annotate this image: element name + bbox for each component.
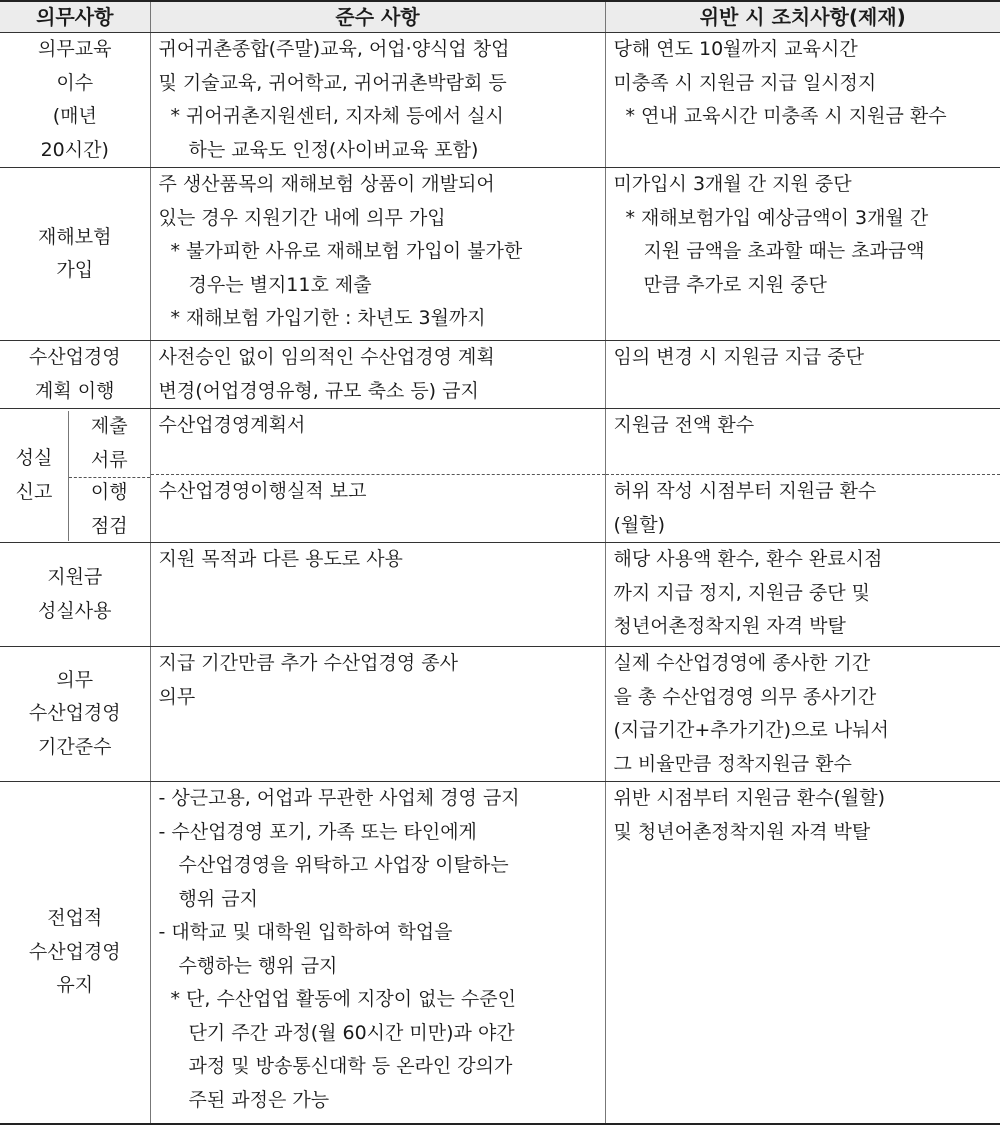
text-line: - 상근고용, 어업과 무관한 사업체 경영 금지: [158, 787, 520, 809]
text-line: 위반 시점부터 지원금 환수(월할): [613, 787, 886, 809]
label-line: 재해보험: [38, 225, 112, 248]
text-line: 청년어촌정착지원 자격 박탈: [613, 615, 846, 637]
text-line: 만큼 추가로 지원 중단: [643, 273, 827, 296]
text-line: 변경(어업경영유형, 규모 축소 등) 금지: [158, 379, 479, 402]
sanction-cell: [605, 475, 1000, 543]
obligation-label: [0, 902, 150, 1003]
compliance-text: [159, 341, 599, 408]
text-line: 수산업경영이행실적 보고: [158, 480, 367, 502]
obligation-cell: [0, 341, 150, 409]
text-line: 당해 연도 10월까지 교육시간: [613, 38, 858, 60]
sanction-text: [614, 409, 995, 443]
sanction-cell: [605, 168, 1000, 341]
sub-obligation-label: [91, 476, 128, 543]
compliance-cell: [150, 168, 605, 341]
compliance-cell: [150, 33, 605, 168]
obligation-cell: [0, 782, 150, 1124]
sanction-text: [614, 647, 995, 781]
sub-obligation-label: [91, 410, 128, 477]
compliance-text: [159, 543, 599, 577]
table-row: [0, 647, 1000, 782]
label-line: 수산업경영: [28, 940, 121, 963]
text-line: * 단, 수산업업 활동에 지장이 없는 수준인: [170, 988, 516, 1010]
obligation-label: [0, 341, 150, 408]
text-line: 수행하는 행위 금지: [178, 954, 338, 977]
label-line: 유지: [56, 974, 94, 996]
obligation-cell: [0, 543, 150, 647]
sanction-cell: [605, 341, 1000, 409]
text-line: - 대학교 및 대학원 입학하여 학업을: [158, 921, 453, 943]
label-line: 성실: [15, 447, 53, 469]
text-line: 하는 교육도 인정(사이버교육 포함): [188, 138, 479, 161]
text-line: 의무: [158, 685, 196, 708]
table-row: [0, 543, 1000, 647]
compliance-cell: [150, 409, 605, 475]
table-header-row: [0, 1, 1000, 33]
text-line: 수산업경영을 위탁하고 사업장 이탈하는: [178, 854, 509, 876]
label-line: 의무교육: [38, 38, 112, 60]
header-sanction: 위반 시 조치사항(제재): [605, 1, 1000, 33]
text-line: - 수산업경영 포기, 가족 또는 타인에게: [158, 820, 477, 843]
text-line: * 재해보험 가입기한 : 차년도 3월까지: [170, 307, 486, 329]
sanction-cell: [605, 33, 1000, 168]
label-line: 이행: [90, 481, 128, 503]
compliance-text: [159, 475, 599, 509]
text-line: 있는 경우 지원기간 내에 의무 가입: [158, 206, 446, 229]
text-line: 과정 및 방송통신대학 등 온라인 강의가: [188, 1055, 513, 1077]
sanction-text: [614, 543, 995, 644]
text-line: 을 총 수산업경영 의무 종사기간: [613, 685, 877, 708]
text-line: 미가입시 3개월 간 지원 중단: [613, 173, 852, 195]
sanction-cell: [605, 409, 1000, 475]
text-line: * 연내 교육시간 미충족 시 지원금 환수: [625, 105, 947, 127]
compliance-cell: [150, 647, 605, 782]
compliance-text: [159, 409, 599, 443]
sanction-cell: [605, 782, 1000, 1124]
text-line: 사전승인 없이 임의적인 수산업경영 계획: [158, 346, 495, 368]
text-line: 미충족 시 지원금 지급 일시정지: [613, 71, 877, 94]
sanction-cell: [605, 647, 1000, 782]
table-row: [0, 475, 1000, 543]
compliance-text: [159, 782, 599, 1117]
obligation-label: [0, 33, 150, 167]
sanction-text: [614, 341, 995, 375]
sanction-cell: [605, 543, 1000, 647]
sanction-text: [614, 33, 995, 134]
label-line: 지원금: [47, 566, 103, 588]
label-line: 제출: [90, 415, 128, 437]
obligation-cell: [0, 33, 150, 168]
label-line: 점검: [90, 514, 128, 537]
compliance-text: [159, 168, 599, 336]
sanction-text: [614, 475, 995, 542]
text-line: 행위 금지: [178, 887, 258, 910]
text-line: 그 비율만큼 정착지원금 환수: [613, 752, 852, 775]
label-line: 가입: [56, 259, 94, 281]
text-line: 지원 금액을 초과할 때는 초과금액: [643, 240, 925, 262]
label-line: 의무: [56, 668, 94, 691]
header-compliance: 준수 사항: [150, 1, 605, 33]
header-obligation: 의무사항: [0, 1, 150, 33]
label-line: (매년: [52, 105, 97, 127]
text-line: * 귀어귀촌지원센터, 지자체 등에서 실시: [170, 105, 504, 127]
label-line: 수산업경영: [28, 702, 121, 725]
label-line: 20시간): [40, 138, 109, 161]
compliance-text: [159, 647, 599, 714]
table-row: [0, 33, 1000, 168]
text-line: (월할): [613, 513, 666, 536]
label-line: 전업적: [47, 907, 103, 929]
label-line: 서류: [90, 448, 128, 471]
text-line: * 불가피한 사유로 재해보험 가입이 불가한: [170, 240, 523, 262]
text-line: 해당 사용액 환수, 환수 완료시점: [613, 548, 883, 570]
text-line: 지원 목적과 다른 용도로 사용: [158, 548, 403, 570]
table-row: [0, 409, 1000, 475]
compliance-cell: [150, 341, 605, 409]
text-line: 및 청년어촌정착지원 자격 박탈: [613, 820, 871, 843]
text-line: 단기 주간 과정(월 60시간 미만)과 야간: [188, 1021, 515, 1044]
label-line: 신고: [15, 480, 53, 503]
text-line: 지급 기간만큼 추가 수산업경영 종사: [158, 652, 458, 674]
table-row: [0, 782, 1000, 1124]
label-line: 이수: [56, 71, 94, 94]
text-line: 허위 작성 시점부터 지원금 환수: [613, 480, 877, 502]
compliance-cell: [150, 782, 605, 1124]
obligation-cell: [0, 647, 150, 782]
text-line: 귀어귀촌종합(주말)교육, 어업·양식업 창업: [158, 38, 510, 60]
obligation-label: [0, 561, 150, 628]
text-line: 실제 수산업경영에 종사한 기간: [613, 652, 871, 674]
compliance-cell: [150, 475, 605, 543]
obligation-cell: [0, 168, 150, 341]
text-line: 경우는 별지11호 제출: [188, 273, 372, 296]
table-row: [0, 341, 1000, 409]
text-line: 지원금 전액 환수: [613, 414, 755, 436]
text-line: 주된 과정은 가능: [188, 1088, 330, 1111]
text-line: 및 기술교육, 귀어학교, 귀어귀촌박람회 등: [158, 71, 507, 94]
text-line: 임의 변경 시 지원금 지급 중단: [613, 346, 864, 368]
obligation-label: [16, 442, 53, 509]
text-line: 주 생산품목의 재해보험 상품이 개발되어: [158, 173, 495, 195]
text-line: 수산업경영계획서: [158, 414, 306, 436]
text-line: * 재해보험가입 예상금액이 3개월 간: [625, 206, 929, 229]
sanction-text: [614, 782, 995, 849]
obligation-cell: [0, 409, 150, 543]
label-line: 기간준수: [38, 735, 112, 758]
sanction-text: [614, 168, 995, 302]
label-line: 수산업경영: [28, 346, 121, 368]
obligation-label: [0, 664, 150, 765]
text-line: (지급기간+추가기간)으로 나눠서: [613, 719, 889, 741]
label-line: 계획 이행: [35, 379, 115, 402]
label-line: 성실사용: [38, 599, 112, 622]
text-line: 까지 지급 정지, 지원금 중단 및: [613, 581, 870, 604]
table-row: [0, 168, 1000, 341]
compliance-text: [159, 33, 599, 167]
compliance-cell: [150, 543, 605, 647]
obligation-label: [0, 221, 150, 288]
